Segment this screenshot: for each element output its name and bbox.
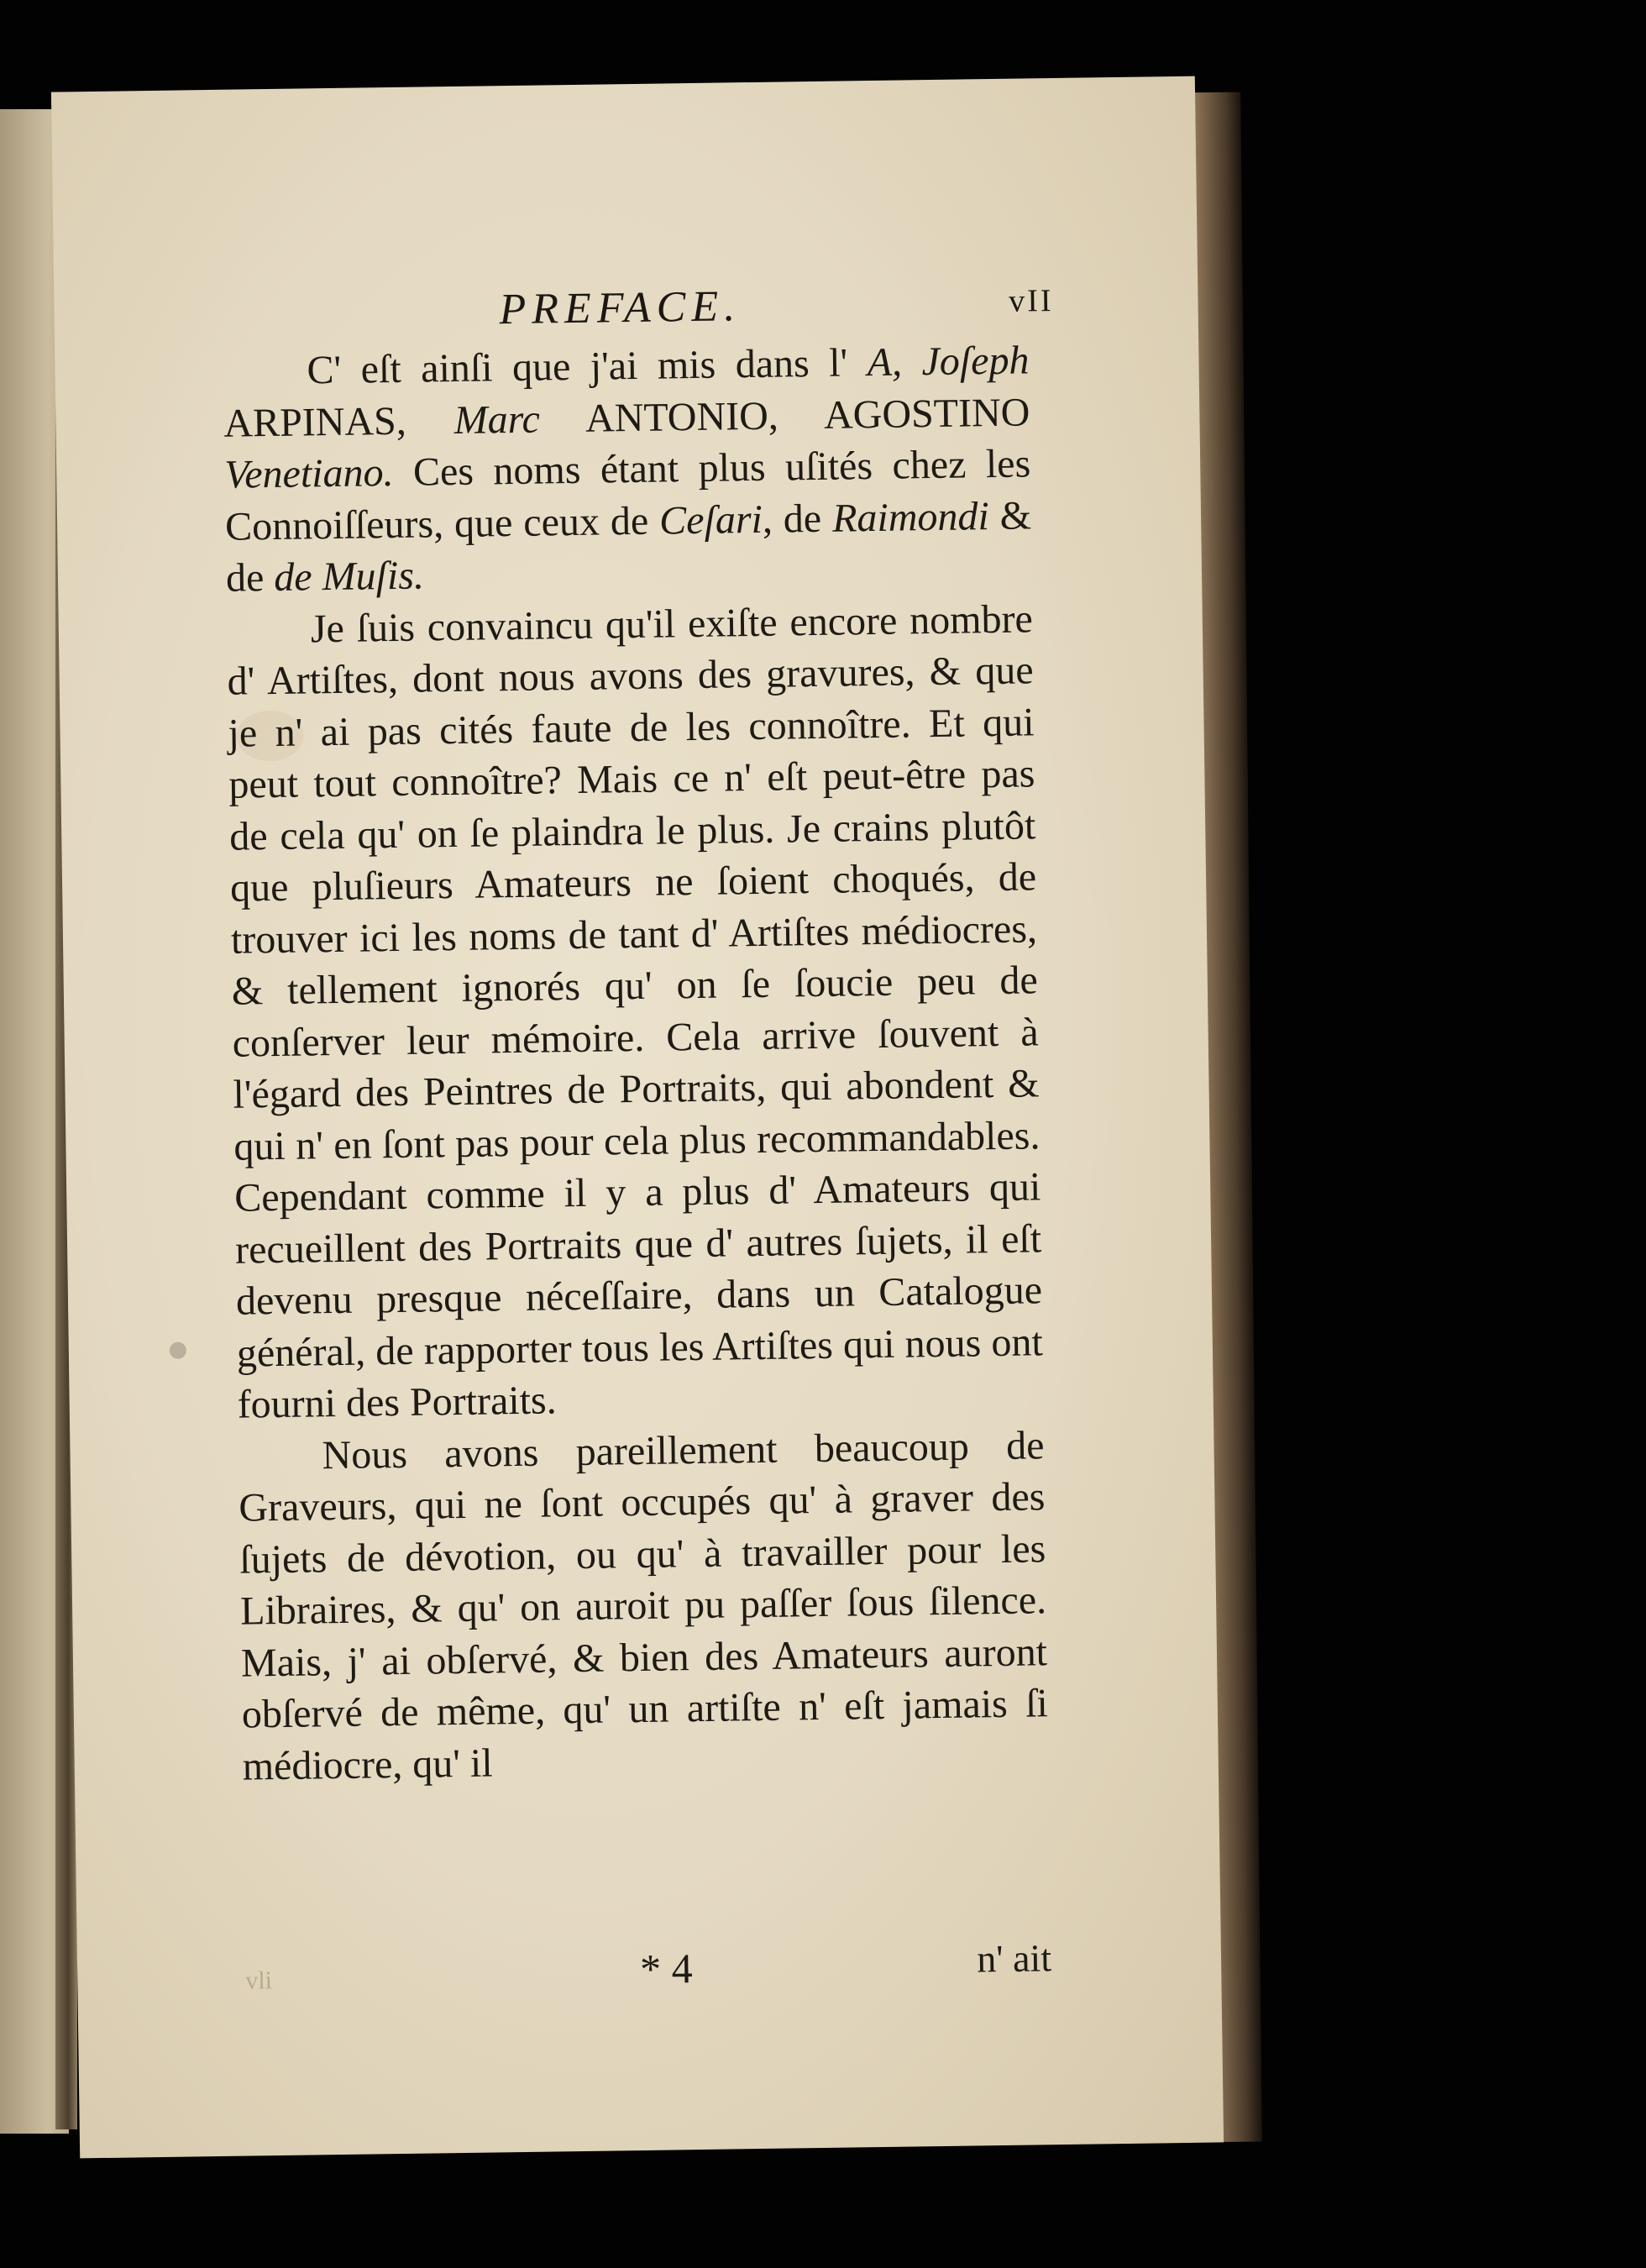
text-segment: Ces noms étant plus uſités chez les Connoiſſeurs, que ceux de (224, 441, 1031, 549)
signature-mark: * 4 (639, 1945, 694, 1993)
page-number: vII (1008, 282, 1054, 319)
text-segment: & de (225, 492, 1032, 601)
body-text (223, 334, 1049, 1792)
paragraph-3 (238, 1420, 1049, 1793)
signature-line (245, 1936, 1052, 2000)
bleed-through-mark: vli (245, 1966, 273, 1995)
running-head: PREFACE. (499, 282, 742, 334)
ink-spot (170, 1342, 186, 1359)
text-segment: Nous avons pareillement beaucoup de Graveurs, qui ne ſont occupés qu' à graver des ſujets de dévotion, ou qu' à travailler pour les Libraires, & qu' on auroit pu paſſer ſous ſilence. Mais, j' ai obſervé, & bien des Amateurs auront obſervé de même, qu' un artiſte n' eſt jamais ſi médiocre, qu' il (239, 1422, 1049, 1789)
paragraph-2 (226, 593, 1044, 1431)
page-header (440, 267, 1054, 343)
text-segment: ANTONIO, AGOSTINO (539, 389, 1030, 442)
text-segment: , de (762, 496, 833, 542)
paragraph-1 (223, 334, 1032, 604)
italic-text-segment: Marc (453, 396, 541, 443)
italic-text-segment: Raimondi (831, 493, 990, 541)
text-segment: Je ſuis convaincu qu'il exiſte encore nombre d' Artiſtes, dont nous avons des gravures, & que je n' ai pas cités faute de les connoître. Et qui peut tout connoître? Mais ce n' eſt peut-être pas de cela qu' on ſe plaindra le plus. Je crains plutôt que pluſieurs Amateurs ne ſoient choqués, de trouver ici les noms de tant d' Artiſtes médiocres, & tellement ignorés qu' on ſe ſoucie peu de conſerver leur mémoire. Cela arrive ſouvent à l'égard des Peintres de Portraits, qui abondent & qui n' en ſont pas pour cela plus recommandables. Cependant comme il y a plus d' Amateurs qui recueillent des Portraits que d' autres ſujets, il eſt devenu presque néceſſaire, dans un Catalogue général, de rapporter tous les Artiſtes qui nous ont fourni des Portraits. (227, 596, 1044, 1427)
catchword: n' ait (976, 1936, 1052, 1981)
italic-text-segment: de Muſis. (273, 553, 425, 600)
italic-text-segment: Venetiano. (223, 449, 394, 497)
italic-text-segment: Ceſari (658, 496, 763, 543)
text-segment: C' eſt ainſi que j'ai mis dans l' (307, 340, 868, 393)
book-page (51, 76, 1224, 2159)
text-segment: ARPINAS, (223, 397, 455, 446)
italic-text-segment: A, Joſeph (867, 338, 1030, 386)
